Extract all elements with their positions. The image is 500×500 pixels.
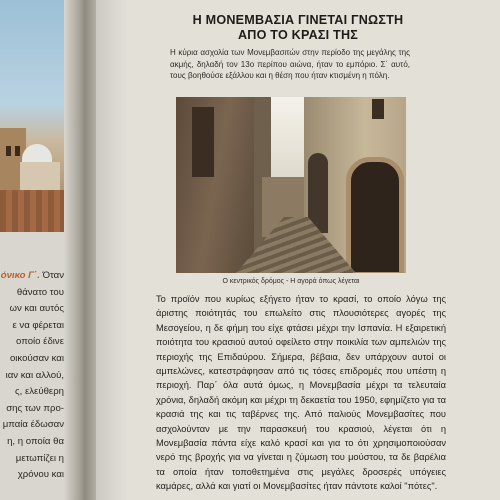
left-page-text: [0, 268, 64, 484]
photo-door-left: [192, 107, 214, 177]
left-line: μετωπίζει η: [15, 452, 64, 464]
article-title: [96, 13, 500, 43]
left-line: ς, ελεύθερη: [15, 386, 64, 398]
left-page-photo: [0, 0, 70, 232]
left-line: ε να φέρεται: [12, 319, 64, 331]
photo-caption: Ο κεντρικός δρόμος - Η αγορά όπως λέγεται: [222, 278, 360, 285]
left-line: μπαία έδωσαν: [2, 419, 64, 431]
intro-paragraph: Η κύρια ασχολία των Μονεμβασιτών στην περίοδο της μεγάλης της ακμής, δηλαδή τον 13ο περίπου αιώνα, ήταν το εμπόριο. Σ΄ αυτό, τους βοηθούσε εξάλλου και η θέση που ήταν κτισμένη η πόλη.: [170, 48, 410, 80]
left-line: οικούσαν και: [9, 352, 64, 364]
left-line: ων και αυτός: [9, 303, 64, 315]
photo-tiled-roofs: [0, 190, 70, 232]
photo-window: [372, 99, 384, 119]
title-line-1: Η ΜΟΝΕΜΒΑΣΙΑ ΓΙΝΕΤΑΙ ΓΝΩΣΤΗ: [192, 13, 404, 27]
photo-arched-doorway: [346, 157, 404, 273]
left-line: θάνατο του: [16, 286, 64, 298]
left-line: η, η οποία θα: [7, 435, 64, 447]
left-line: ιαν και αλλού,: [5, 369, 64, 381]
left-line: χρόνου και: [17, 469, 64, 481]
left-line: σης των προ-: [6, 402, 64, 414]
left-line: οποίο έδινε: [16, 336, 64, 348]
body-paragraph: Το προϊόν που κυρίως εξήγετο ήταν το κρασί, το οποίο λόγω της άριστης ποιότητάς του επωλείτο στις πλουσιότερες αγορές της Μεσογείου, η δε φήμη του είχε φτάσει μέχρι την Ισπανία. Η εξαιρετική ποιότητα του κρασιού αυτού οφείλετο στην ποικιλία των αμπελιών της περιοχής της Επιδαύρου. Σήμερα, βέβαια, δεν υπάρχουν αυτοί οι αμπελώνες, κατεστράφησαν από τις τόσες επιδρομές που υπέστη η περιοχή. Παρ΄ όλα αυτά όμως, η Μονεμβασία μέχρι τα τελευταία χρόνια, δηλαδή ακόμη και μέχρι τη δεκαετία του 1950, εφημίζετο για τα κρασιά της και τις ταβέρνες της. Από παλιούς Μονεμβασίτες που ασχολούνταν με την παρασκευή του κρασιού, λέγεται ότι η Μονεμβασία πάντα είχε καλό κρασί και για το ότι χρησιμοποιούσαν νερό της βροχής για να γίνεται η ζύμωση του μούστου, τα δε βαρέλια τα οποία ήταν τοποθετημένα στις μεγάλες δροσερές υπόγειες καμάρες, αλλά και γιατί οι Μονεμβασίτες ήταν πάντοτε καλοί "πότες".: [156, 294, 446, 492]
left-line: όνικο Γ΄. Όταν: [0, 270, 64, 281]
title-line-2: ΑΠΟ ΤΟ ΚΡΑΣΙ ΤΗΣ: [238, 28, 358, 42]
photo-stone-wall-left: [176, 97, 254, 273]
photo-church-dome: [22, 144, 52, 162]
street-photo: [176, 97, 406, 273]
